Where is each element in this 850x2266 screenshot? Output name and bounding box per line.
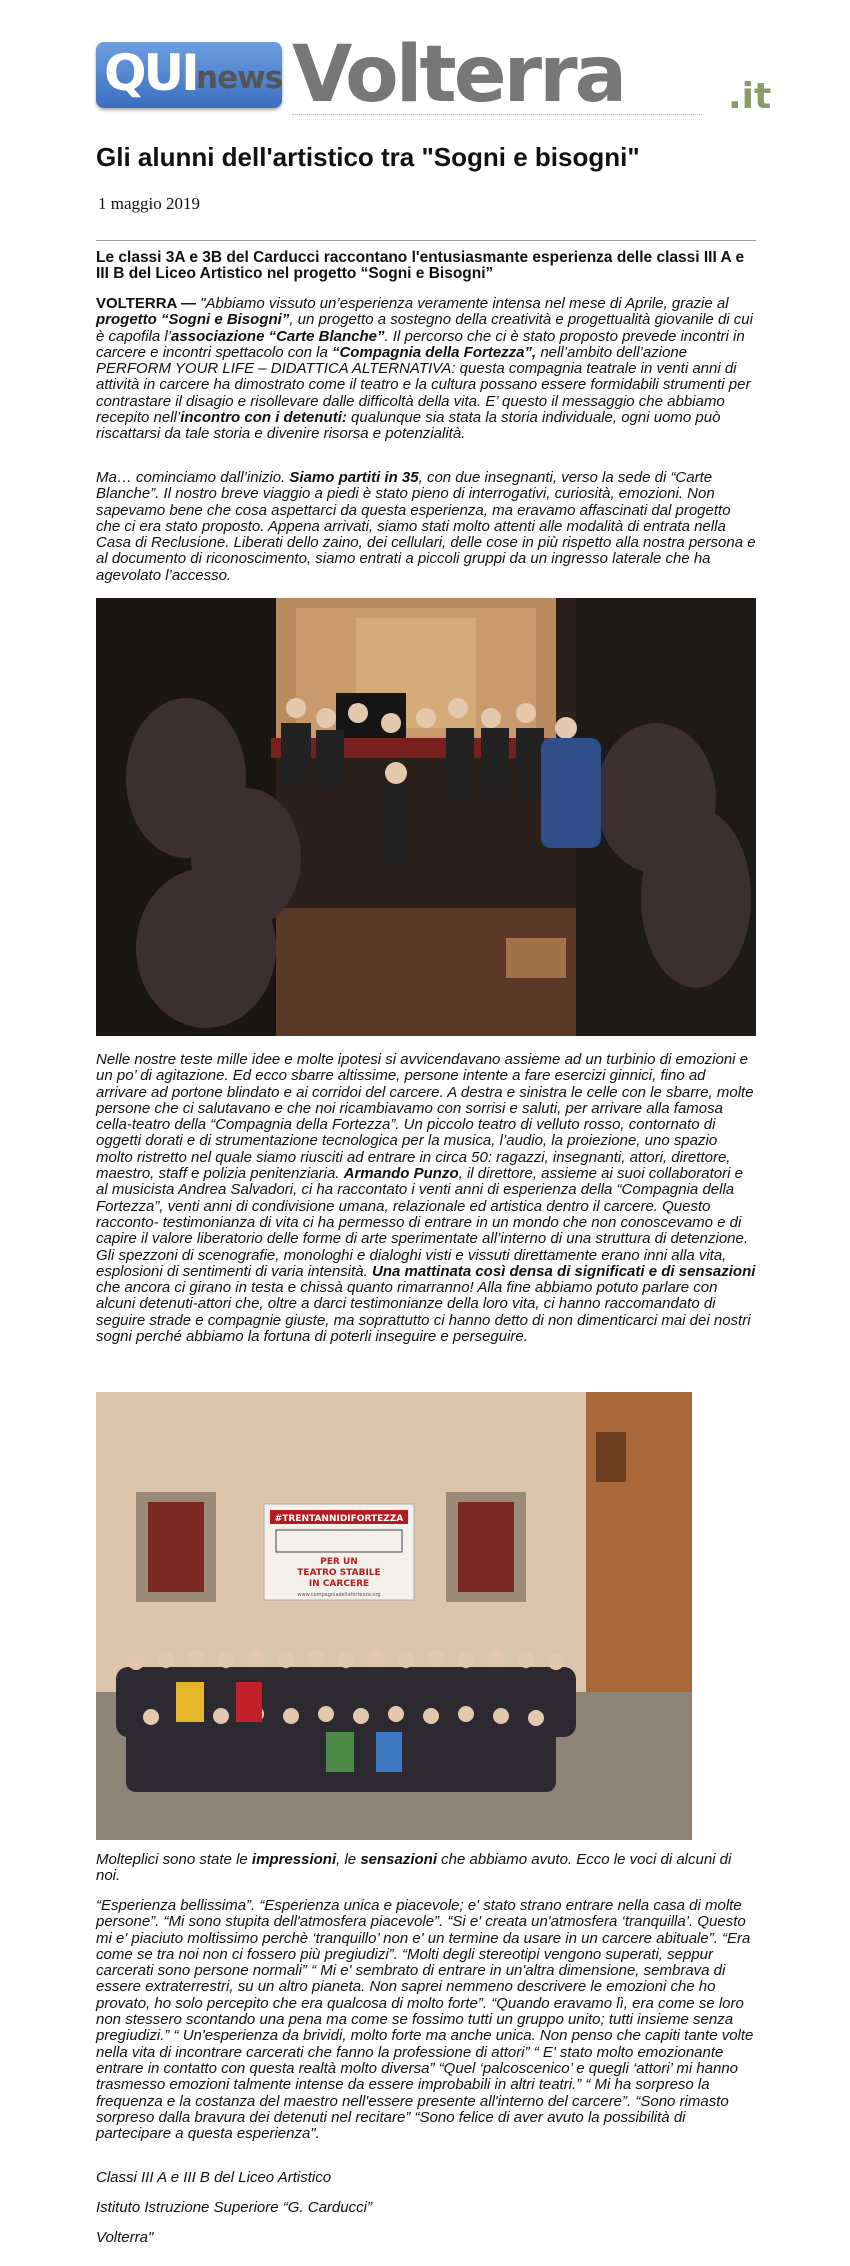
banner-line-2: TEATRO STABILE bbox=[297, 1568, 381, 1578]
p4-text-3: che abbiamo avuto. Ecco le voci di alcuni di noi. bbox=[96, 1851, 732, 1885]
dateline: VOLTERRA — bbox=[96, 295, 196, 312]
paragraph-4 bbox=[96, 1852, 756, 1885]
group-scene bbox=[96, 1392, 692, 1840]
p3-bold-1: Armando Punzo bbox=[343, 1165, 459, 1183]
p2-text-1: Ma… cominciamo dall’inizio. bbox=[96, 469, 290, 486]
p1-text-4: nell’ambito dell’azione PERFORM YOUR LIFE – DIDATTICA ALTERNATIVA: questa compagnia teatrale in venti anni di attività in carcere ha dimostrato come il teatro e la cultura possano essere formidabili strumenti per contrastare il disagio e risollevare dalle difficoltà della vita. E’ questo il messaggio che abbiamo recepito nell’ bbox=[96, 343, 751, 427]
banner-line-3: IN CARCERE bbox=[308, 1579, 370, 1589]
p1-text-5: qualunque sia stata la storia individuale, ogni uomo può riscattarsi da tale storia e divenire risorsa e potenzialità. bbox=[96, 409, 721, 443]
paragraph-1 bbox=[96, 296, 756, 443]
signature-city: Volterra" bbox=[96, 2229, 154, 2246]
p1-bold-4: incontro con i detenuti: bbox=[180, 409, 347, 427]
p2-text-2: , con due insegnanti, verso la sede di “Carte Blanche”. Il nostro breve viaggio a piedi è stato pieno di interrogativi, curiosità, emozioni. Non sapevamo bene che cosa aspettarci da questa esperienza, ma eravamo affascinati dal progetto che ci era stato proposto. Appena arrivati, siamo stati molto attenti alle modalità di entrata nella Casa di Reclusione. Liberati dello zaino, dei cellulari, delle cose in più rispetto alla nostra persona e al documento di riconoscimento, siamo entrati a piccoli gruppi da un ingresso laterale che ha agevolato l’accesso. bbox=[96, 469, 756, 584]
p1-bold-2: associazione “Carte Blanche” bbox=[171, 327, 385, 345]
photo-theater-meeting bbox=[96, 598, 756, 1036]
paragraph-3 bbox=[96, 1052, 756, 1345]
p4-text-2: , le bbox=[336, 1851, 361, 1868]
p3-text-3: che ancora ci girano in testa e chissà quanto rimarranno! Alla fine abbiamo potuto parlare con alcuni detenuti-attori che, oltre a darci testimonianze della loro vita, ci hanno raccomandato di seguire strade e compagnie giuste, ma soprattutto ci hanno detto di non dimenticarci mai dei nostri sogni perché abbiamo la fortuna di poterli inseguire e perseguire. bbox=[96, 1279, 751, 1346]
p3-bold-2: Una mattinata così densa di significati e di sensazioni bbox=[371, 1262, 756, 1280]
p4-bold-1: impressioni bbox=[251, 1851, 337, 1868]
p1-text-1: "Abbiamo vissuto un’esperienza veramente intensa nel mese di Aprile, grazie al bbox=[196, 295, 729, 312]
signature-school: Istituto Istruzione Superiore “G. Carducci” bbox=[96, 2199, 372, 2216]
p3-text-2: , il direttore, assieme ai suoi collaboratori e al musicista Andrea Salvadori, ci ha raccontato i venti anni di esperienza della “Compagnia della Fortezza”, venti anni di condivisione umana, relazionale ed artistica dentro il carcere. Questo racconto- testimonianza di vita ci ha permesso di entrare in un mondo che non conoscevamo e di capire il valore liberatorio delle forme di arte sperimentate all’interno di una struttura di detenzione. Gli spezzoni di scenografie, monologhi e dialoghi visti e vissuti direttamente erano inni alla vita, esplosioni di sentimenti di varia intensità. bbox=[96, 1165, 749, 1280]
banner-hashtag: #TRENTANNIDIFORTEZZA bbox=[274, 1514, 404, 1524]
p2-bold-1: Siamo partiti in 35 bbox=[289, 469, 419, 486]
theater-scene bbox=[96, 598, 756, 1036]
article-title: Gli alunni dell'artistico tra "Sogni e bisogni" bbox=[96, 142, 640, 172]
paragraph-5-quotes: “Esperienza bellissima”. “Esperienza unica e piacevole; e' stato strano entrare nella casa di molte persone”. “Mi sono stupita dell'atmosfera piacevole”. “Si e' creata un'atmosfera ‘tranquilla’. Questo mi e' piaciuto moltissimo perchè ‘tranquillo’ non e' un termine da usare in un carcere abituale”. “Era come se tra noi non ci fossero più pregiudizi”. “Molti degli stereotipi vengono superati, seppur carcerati sono persone normali” “ Mi e' sembrato di entrare in un'altra dimensione, sembrava di essere extraterrestri, su un altro pianeta. Non saprei nemmeno descrivere le emozioni che ho provato, ho solo percepito che era qualcosa di molto forte”. “Quando eravamo lì, era come se loro non stessero scontando una pena ma come se fossimo tutti un gruppo unito; tutti insieme senza pregiudizi.” “ Un'esperienza da brividi, molto forte ma anche unica. Non penso che capiti tante volte nella vita di incontrare carcerati che fanno la professione di attori” “ E' stato molto emozionante entrare in contatto con questa realtà molto diversa” “Quel ‘palcoscenico’ e quegli ‘attori’ mi hanno trasmesso emozioni talmente intense da essere improbabili in altri teatri.” “ Mi ha sorpreso la frequenza e la costanza del maestro nell'essere presente all'interno del carcere”. “Sono rimasto sorpreso dalla bravura dei detenuti nel recitare” “Sono felice di aver avuto la possibilità di partecipare a questa esperienza". bbox=[96, 1897, 754, 2143]
site-logo[interactable] bbox=[96, 30, 772, 120]
p1-bold-1: progetto “Sogni e Bisogni” bbox=[96, 311, 290, 329]
paragraph-2 bbox=[96, 470, 756, 584]
logo-tld: .it bbox=[728, 76, 772, 117]
p4-text-1: Molteplici sono state le bbox=[96, 1851, 252, 1868]
logo-qui: QUI bbox=[104, 44, 197, 102]
p3-text-1: Nelle nostre teste mille idee e molte ipotesi si avvicendavano assieme ad un turbinio di emozioni e un po’ di agitazione. Ed ecco sbarre altissime, persone intente a fare esercizi ginnici, fino ad arrivare ad portone blindato e ai corridoi del carcere. A destra e sinistra le celle con le sbarre, molte persone che ci salutavano e che noi ricambiavamo con sorrisi e saluti, per arrivare alla famosa cella-teatro della “Compagnia della Fortezza”. Un piccolo teatro di velluto rosso, contornato di oggetti dorati e di strumentazione tecnologica per la musica, l’audio, la proiezione, uno spazio molto ristretto nel quale siamo riusciti ad entrare in circa 50: ragazzi, insegnanti, attori, direttore, maestro, staff e polizia penitenziaria. bbox=[96, 1051, 754, 1183]
banner-line-1: PER UN bbox=[320, 1557, 358, 1567]
p4-bold-2: sensazioni bbox=[360, 1851, 438, 1868]
logo-badge bbox=[96, 42, 282, 108]
p1-text-2: , un progetto a sostegno della creatività e progettualità giovanile di cui è capofila l’ bbox=[96, 311, 753, 345]
p1-text-3: . Il percorso che ci è stato proposto prevede incontri in carcere e incontri spettacolo con la bbox=[96, 327, 745, 361]
banner-url: www.compagniadellafortezza.org bbox=[297, 1592, 381, 1598]
article-lead: Le classi 3A e 3B del Carducci raccontano l'entusiasmante esperienza delle classi III A e III B del Liceo Artistico nel progetto “Sogni e Bisogni” bbox=[96, 249, 745, 283]
logo-news: news bbox=[196, 60, 283, 96]
logo-city: Volterra bbox=[292, 30, 625, 120]
photo-group-banner bbox=[96, 1392, 692, 1840]
title-divider bbox=[96, 240, 756, 241]
p1-bold-3: “Compagnia della Fortezza”, bbox=[331, 343, 537, 361]
article-date: 1 maggio 2019 bbox=[98, 194, 200, 213]
logo-divider bbox=[292, 114, 702, 115]
signature-classes: Classi III A e III B del Liceo Artistico bbox=[96, 2169, 332, 2186]
